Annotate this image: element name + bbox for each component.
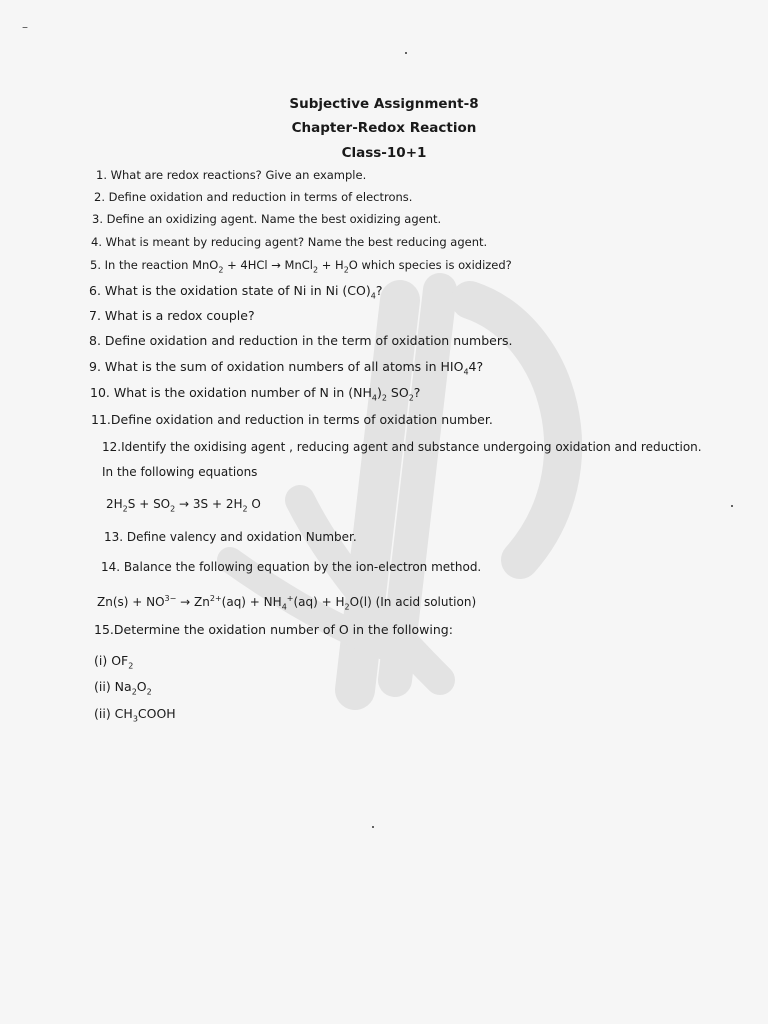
- question-15-item-ii: (ii) $Na_2O_2$: [94, 679, 152, 697]
- class-label: Class-10+1: [341, 145, 427, 161]
- question-10: 10. What is the oxidation number of N in $(NH_4)_2$ $SO_2$?: [90, 385, 421, 403]
- question-15-item-i: (i) $OF_2$: [94, 653, 134, 671]
- equation-12: $2H_2S + SO_2 \to 3S + 2H_2$ O: [106, 497, 261, 514]
- question-11: 11.Define oxidation and reduction in terms of oxidation number.: [91, 412, 493, 427]
- chapter-title: Chapter-Redox Reaction: [291, 120, 477, 136]
- assignment-title: Subjective Assignment-8: [289, 96, 479, 112]
- question-9: 9. What is the sum of oxidation numbers of all atoms in $HIO_44$?: [89, 359, 484, 377]
- question-2: 2. Define oxidation and reduction in terms of electrons.: [94, 190, 413, 204]
- question-15: 15.Determine the oxidation number of O in the following:: [94, 622, 453, 637]
- scan-speck: [731, 505, 733, 507]
- question-8: 8. Define oxidation and reduction in the term of oxidation numbers.: [89, 333, 513, 348]
- scan-mark: –: [22, 20, 28, 34]
- question-5: 5. In the reaction MnO$_2$ + 4HCl → MnCl$_2$ + $H_2O$ which species is oxidized?: [90, 258, 512, 275]
- question-15-item-iii: (ii) $CH_3COOH$: [94, 706, 176, 724]
- question-1: 1. What are redox reactions? Give an example.: [96, 168, 367, 182]
- scan-speck: [372, 826, 374, 828]
- question-12: 12.Identify the oxidising agent , reducing agent and substance undergoing oxidation and reduction.: [102, 440, 702, 454]
- question-3: 3. Define an oxidizing agent. Name the best oxidizing agent.: [92, 212, 442, 226]
- equation-14: $Zn(s) + NO^{3-} \to Zn^{2+}(aq) + NH_4^+(aq) + H_2O(l)$ (In acid solution): [97, 594, 477, 612]
- scan-speck: [405, 52, 407, 54]
- question-4: 4. What is meant by reducing agent? Name the best reducing agent.: [91, 235, 488, 249]
- question-6: 6. What is the oxidation state of Ni in Ni $(CO)_4$?: [89, 283, 383, 301]
- question-12-subline: In the following equations: [102, 465, 258, 479]
- question-14: 14. Balance the following equation by the ion-electron method.: [101, 560, 482, 574]
- question-13: 13. Define valency and oxidation Number.: [104, 530, 357, 544]
- question-7: 7. What is a redox couple?: [89, 308, 255, 323]
